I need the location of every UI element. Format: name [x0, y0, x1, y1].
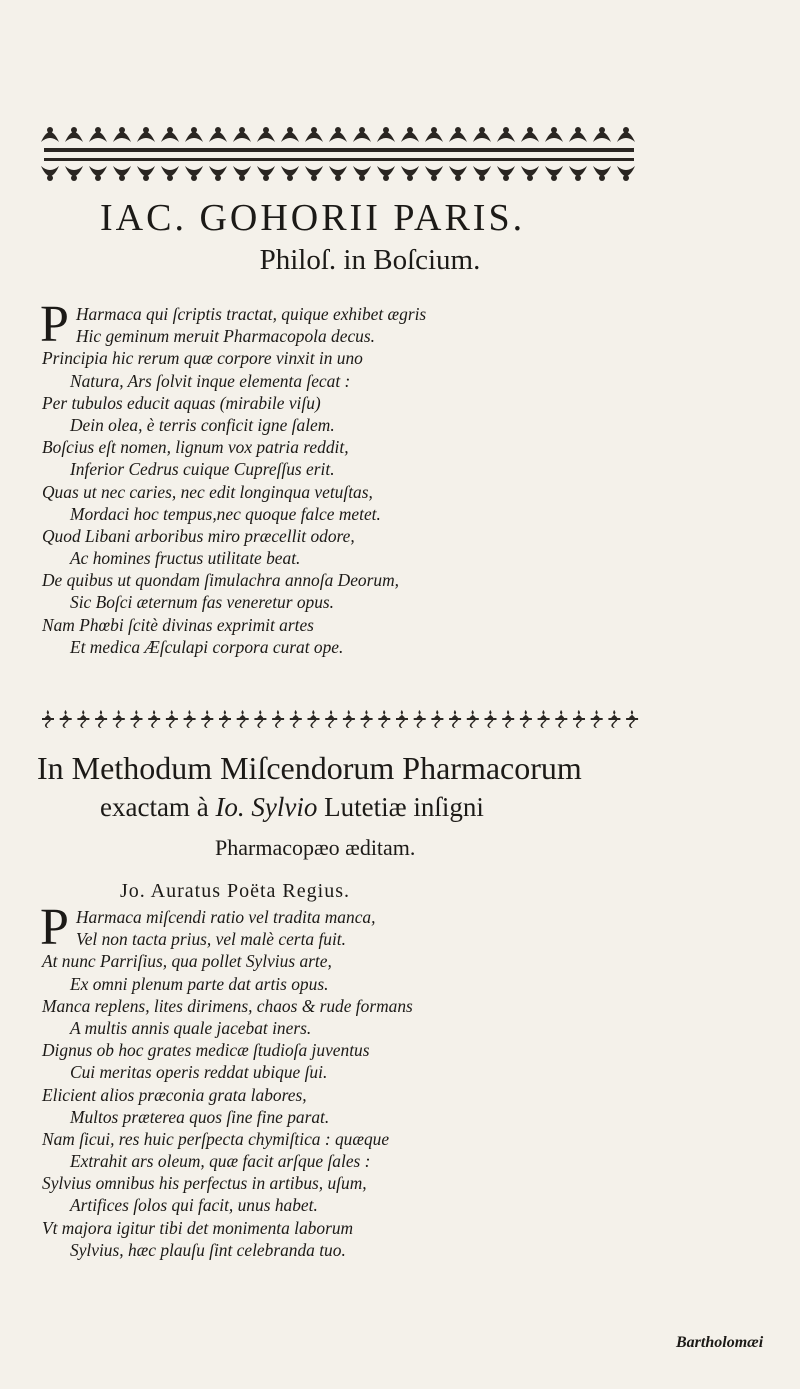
poem-line: Vel non tacta prius, vel malè certa fuit. [76, 929, 346, 950]
poem-line: Quas ut nec caries, nec edit longinqua vetuſtas, [42, 481, 373, 502]
section-heading: In Methodum Miſcendorum Pharmacorum [37, 750, 582, 786]
poem-line: Harmaca miſcendi ratio vel tradita manca, [76, 907, 376, 927]
section-heading-line2 [100, 792, 700, 823]
poem-line: Cui meritas operis reddat ubique ſui. [70, 1062, 328, 1083]
poem-line: Boſcius eſt nomen, lignum vox patria reddit, [42, 437, 349, 458]
heading-text: exactam à [100, 792, 216, 822]
poem-line: Harmaca qui ſcriptis tractat, quique exhibet ægris [76, 304, 427, 324]
author-name: Io. Sylvio [215, 792, 318, 822]
poem-line: Et medica Æſculapi corpora curat ope. [70, 636, 344, 657]
poem-line: Extrahit ars oleum, quæ facit arſque ſales : [70, 1151, 371, 1172]
poem-line: Hic geminum meruit Pharmacopola decus. [76, 326, 375, 347]
poem-line: Artifices ſolos qui facit, unus habet. [70, 1195, 318, 1216]
poem-line: Multos præterea quos ſine fine parat. [70, 1106, 330, 1127]
poem-line: Sic Boſci æternum fas veneretur opus. [70, 592, 335, 613]
poem-line: Inferior Cedrus cuique Cupreſſus erit. [70, 459, 335, 480]
poem-line: Per tubulos educit aquas (mirabile viſu) [42, 392, 321, 413]
poem-line: Vt majora igitur tibi det monimenta laborum [42, 1217, 354, 1238]
poem-line: Ac homines fructus utilitate beat. [70, 548, 301, 569]
poem-line: Principia hic rerum quæ corpore vinxit in uno [42, 348, 363, 369]
poem-gohorius [40, 296, 427, 658]
poem-line: Mordaci hoc tempus,nec quoque falce metet. [70, 503, 381, 524]
section-heading-line3: Pharmacopæo æditam. [215, 835, 416, 860]
heading-text: Lutetiæ inſigni [317, 792, 484, 822]
catchword: Bartholomæi [676, 1334, 764, 1351]
poem-line: Nam ſicui, res huic perſpecta chymiſtica : quæque [42, 1128, 390, 1149]
poem-line: A multis annis quale jacebat iners. [70, 1017, 312, 1038]
poem-line: Elicient alios præconia grata labores, [42, 1084, 307, 1105]
poem-line: Dignus ob hoc grates medicæ ſtudioſa juventus [42, 1040, 370, 1061]
poem-line: Manca replens, lites dirimens, chaos & rude formans [42, 995, 413, 1016]
poem-line: At nunc Parriſius, qua pollet Sylvius arte, [42, 951, 332, 972]
poem-line: Dein olea, è terris conficit igne ſalem. [70, 414, 335, 435]
page-title: IAC. GOHORII PARIS. [100, 197, 526, 239]
poem-line: Sylvius omnibus his perfectus in artibus, uſum, [42, 1173, 367, 1194]
poem-line: Nam Phœbi ſcitè divinas exprimit artes [42, 614, 314, 635]
page-subtitle: Philoſ. in Boſcium. [259, 244, 481, 276]
drop-cap: P [40, 296, 69, 353]
poem-line: De quibus ut quondam ſimulachra annoſa Deorum, [42, 570, 399, 591]
poem-line: Quod Libani arboribus miro præcellit odore, [42, 525, 355, 546]
poem-auratus [40, 899, 413, 1261]
poem-line: Ex omni plenum parte dat artis opus. [70, 973, 329, 994]
poem-line: Natura, Ars ſolvit inque elementa ſecat : [70, 370, 351, 391]
poem-line: Sylvius, hæc plauſu ſint celebranda tuo. [70, 1239, 346, 1260]
poem-author: Jo. Auratus Poëta Regius. [120, 880, 350, 902]
ornamental-divider [38, 708, 650, 730]
ornamental-headpiece [36, 120, 642, 188]
drop-cap: P [40, 899, 69, 956]
